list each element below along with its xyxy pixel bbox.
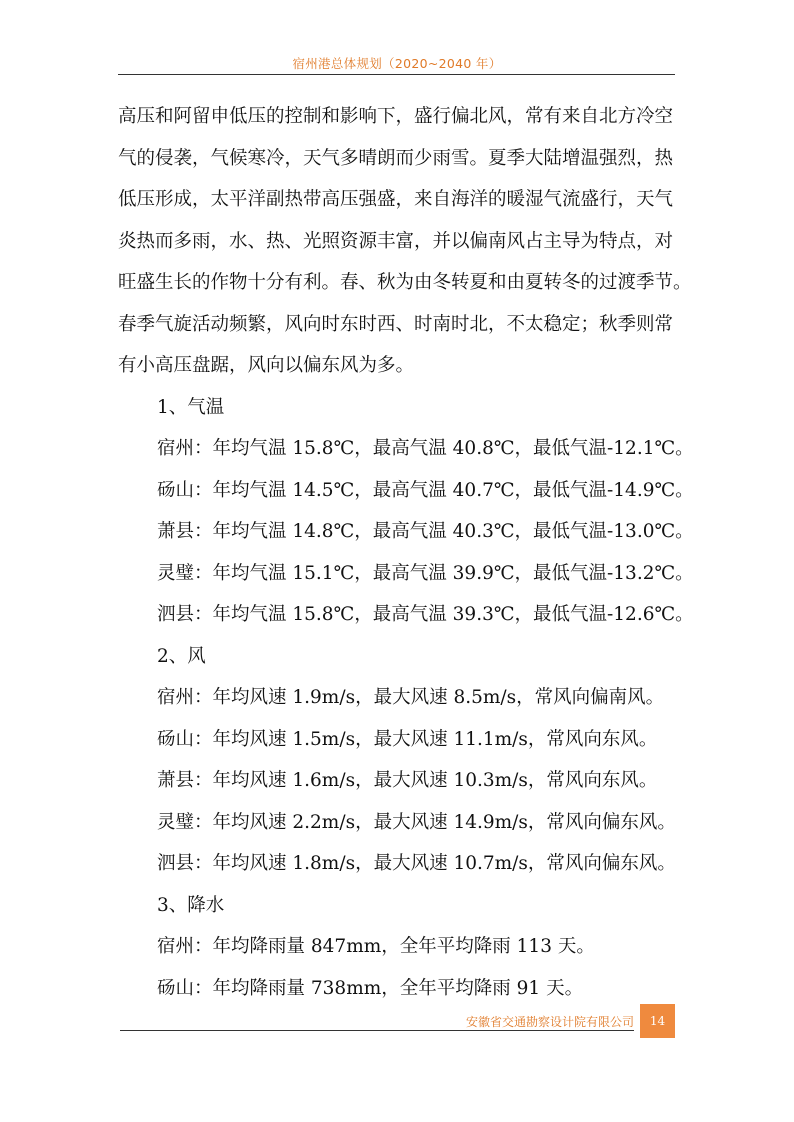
body-line-7: 有小高压盘踞，风向以偏东风为多。: [118, 355, 415, 376]
body-line-2: 气的侵袭，气候寒冷，天气多晴朗而少雨雪。夏季大陆增温强烈，热: [118, 147, 674, 169]
footer-company-name: 安徽省交通勘察设计院有限公司: [465, 1015, 634, 1029]
page-number: 14: [649, 1014, 666, 1028]
body-line-5: 旺盛生长的作物十分有利。春、秋为由冬转夏和由夏转冬的过渡季节。: [118, 272, 692, 293]
header-divider: [118, 74, 675, 75]
wind-item-dangshan: 砀山：年均风速 1.5m/s，最大风速 11.1m/s，常风向东风。: [157, 728, 658, 750]
wind-item-sixian: 泗县：年均风速 1.8m/s，最大风速 10.7m/s，常风向偏东风。: [157, 853, 676, 874]
wind-item-suzhou: 宿州：年均风速 1.9m/s，最大风速 8.5m/s，常风向偏南风。: [157, 687, 665, 708]
temperature-item-dangshan: 砀山：年均气温 14.5℃，最高气温 40.7℃，最低气温-14.9℃。: [157, 479, 694, 501]
temperature-item-xiaoxian: 萧县：年均气温 14.8℃，最高气温 40.3℃，最低气温-13.0℃。: [157, 521, 694, 542]
precipitation-item-suzhou: 宿州：年均降雨量 847mm，全年平均降雨 113 天。: [157, 936, 595, 957]
temperature-item-sixian: 泗县：年均气温 15.8℃，最高气温 39.3℃，最低气温-12.6℃。: [157, 604, 694, 625]
body-line-3: 低压形成，太平洋副热带高压强盛，来自海洋的暖湿气流盛行，天气: [118, 189, 674, 210]
body-line-4: 炎热而多雨，水、热、光照资源丰富，并以偏南风占主导为特点，对: [118, 230, 674, 252]
page-number-badge: [640, 1004, 675, 1038]
footer-divider: [120, 1030, 634, 1031]
document-body: [118, 96, 694, 1009]
temperature-item-suzhou: 宿州：年均气温 15.8℃，最高气温 40.8℃，最低气温-12.1℃。: [157, 438, 694, 459]
body-line-6: 春季气旋活动频繁，风向时东时西、时南时北，不太稳定；秋季则常: [118, 313, 674, 335]
running-header-title: 宿州港总体规划（2020~2040 年）: [292, 56, 502, 71]
wind-item-xiaoxian: 萧县：年均风速 1.6m/s，最大风速 10.3m/s，常风向东风。: [157, 770, 658, 791]
wind-item-lingbi: 灵璧：年均风速 2.2m/s，最大风速 14.9m/s，常风向偏东风。: [157, 811, 676, 833]
section-heading-temperature: 1、气温: [157, 396, 225, 418]
section-heading-precipitation: 3、降水: [157, 894, 225, 916]
section-heading-wind: 2、风: [157, 645, 206, 667]
precipitation-item-dangshan: 砀山：年均降雨量 738mm，全年平均降雨 91 天。: [157, 977, 584, 999]
body-line-1: 高压和阿留申低压的控制和影响下，盛行偏北风，常有来自北方冷空: [118, 106, 674, 127]
temperature-item-lingbi: 灵璧：年均气温 15.1℃，最高气温 39.9℃，最低气温-13.2℃。: [157, 562, 694, 584]
